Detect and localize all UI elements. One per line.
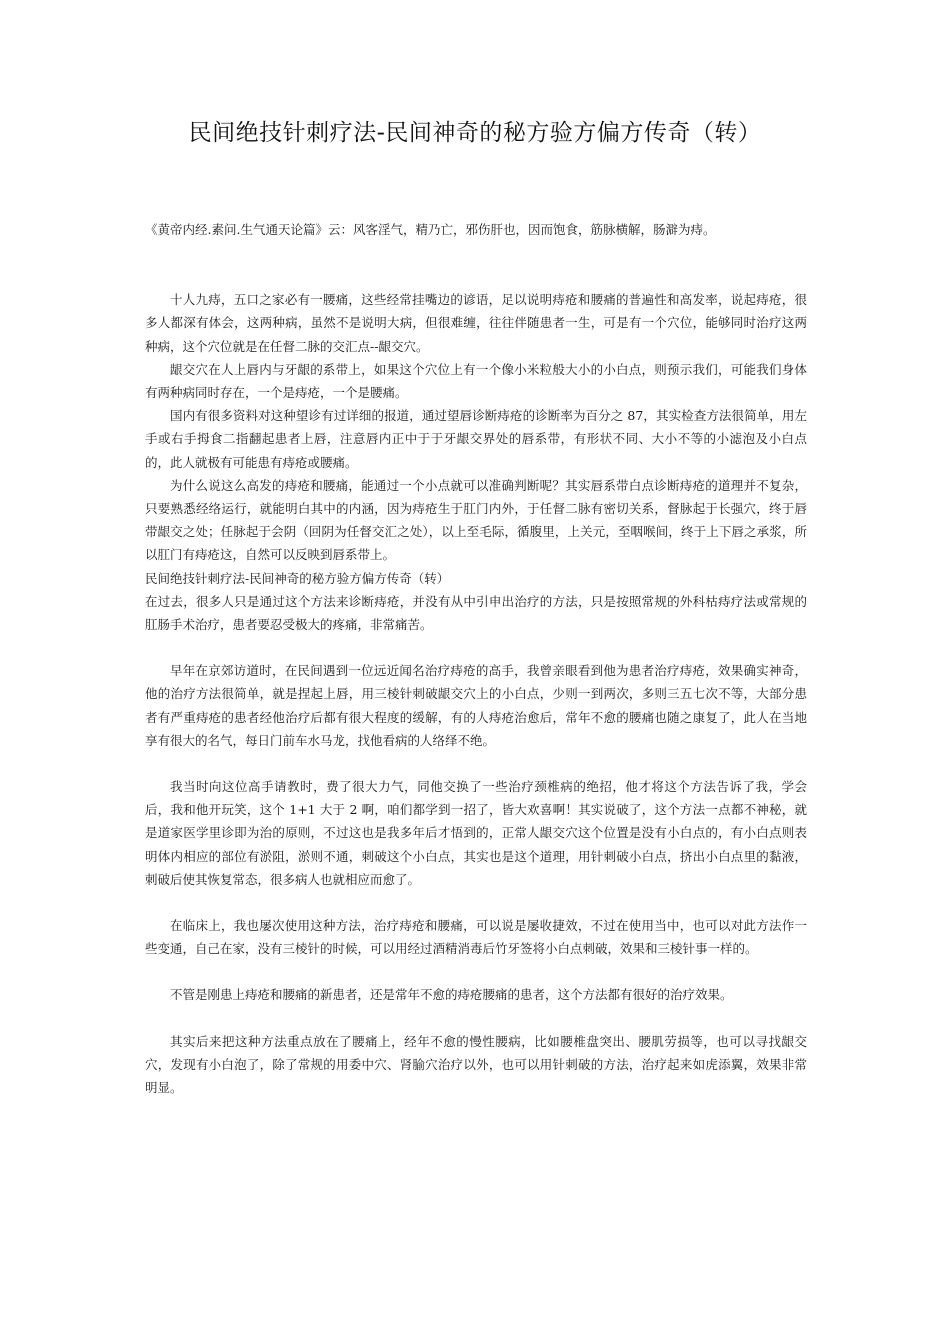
paragraph-gap	[145, 960, 807, 983]
paragraph-quote: 《黄帝内经.素问.生气通天论篇》云：风客淫气，精乃亡，邪伤肝也，因而饱食，筋脉横解，肠澼为痔。	[145, 222, 716, 237]
document-title: 民间绝技针刺疗法-民间神奇的秘方验方偏方传奇（转）	[188, 120, 762, 146]
paragraph-gap	[145, 265, 807, 288]
paragraph: 在过去，很多人只是通过这个方法来诊断痔疮，并没有从中引申出治疗的方法，只是按照常规的外科枯痔疗法或常规的肛肠手术治疗，患者要忍受极大的疼痛，非常痛苦。	[145, 593, 807, 633]
paragraph: 其实后来把这种方法重点放在了腰痛上，经年不愈的慢性腰病，比如腰椎盘突出、腰肌劳损等，也可以寻找龈交穴，发现有小白泡了，除了常规的用委中穴、肾腧穴治疗以外，也可以用针刺破的方法，治疗起来如虎添翼，效果非常明显。	[145, 1033, 807, 1096]
paragraph-gap	[145, 752, 807, 775]
paragraph-gap	[145, 636, 807, 659]
paragraph: 为什么说这么高发的痔疮和腰痛，能通过一个小点就可以准确判断呢？其实唇系带白点诊断痔疮的道理并不复杂，只要熟悉经络运行，就能明白其中的内涵，因为痔疮生于肛门内外，于任督二脉有密切关系，督脉起于长强穴，终于唇带龈交之处；任脉起于会阴（回阴为任督交汇之处），以上至毛际，循腹里，上关元，至咽喉间，终于上下唇之承浆，所以肛门有痔疮这，自然可以反映到唇系带上。	[145, 477, 807, 563]
paragraph: 十人九痔，五口之家必有一腰痛，这些经常挂嘴边的谚语，足以说明痔疮和腰痛的普遍性和高发率，说起痔疮，很多人都深有体会，这两种病，虽然不是说明大病，但很难缠，往往伴随患者一生，可是有一个穴位，能够同时治疗这两种病，这个穴位就是在任督二脉的交汇点--龈交穴。	[145, 292, 807, 354]
paragraph-gap	[145, 1007, 807, 1030]
paragraph: 早年在京郊访道时，在民间遇到一位远近闻名治疗痔疮的高手，我曾亲眼看到他为患者治疗痔疮，效果确实神奇，他的治疗方法很简单，就是捏起上唇，用三棱针刺破龈交穴上的小白点，少则一到两次，多则三五七次不等，大部分患者有严重痔疮的患者经他治疗后都有很大程度的缓解，有的人痔疮治愈后，常年不愈的腰痛也随之康复了，此人在当地享有很大的名气，每日门前车水马龙，找他看病的人络绎不绝。	[145, 663, 807, 748]
paragraph-gap	[145, 891, 807, 914]
paragraph: 我当时向这位高手请教时，费了很大力气，同他交换了一些治疗颈椎病的绝招，他才将这个方法告诉了我，学会后，我和他开玩笑，这个 1+1 大于 2 啊，咱们都学到一招了，皆大欢喜啊！其实说破了，这个方法一点都不神秘，就是道家医学里诊即为治的原则，不过这也是我多年后才悟到的，正常人龈交穴这个位置是没有小白点的，有小白点则表明体内相应的部位有淤阻，淤则不通，刺破这个小白点，其实也是这个道理，用针刺破小白点，挤出小白点里的黏液，刺破后使其恢复常态，很多病人也就相应而愈了。	[145, 779, 807, 887]
paragraph: 不管是刚患上痔疮和腰痛的新患者，还是常年不愈的痔疮腰痛的患者，这个方法都有很好的治疗效果。	[170, 987, 733, 1003]
paragraph: 龈交穴在人上唇内与牙龈的系带上，如果这个穴位上有一个像小米粒般大小的小白点，则预示我们，可能我们身体有两种病同时存在，一个是痔疮，一个是腰痛。	[145, 361, 807, 401]
document-body	[145, 218, 807, 1099]
paragraph-heading-repeat: 民间绝技针刺疗法-民间神奇的秘方验方偏方传奇（转）	[145, 570, 450, 586]
paragraph: 国内有很多资料对这种望诊有过详细的报道，通过望唇诊断痔疮的诊断率为百分之 87，其实检查方法很简单，用左手或右手拇食二指翻起患者上唇，注意唇内正中于于牙龈交界处的唇系带，有形状不同、大小不等的小滤泡及小白点的，此人就极有可能患有痔疮或腰痛。	[145, 408, 807, 470]
paragraph: 在临床上，我也屡次使用这种方法，治疗痔疮和腰痛，可以说是屡收捷效，不过在使用当中，也可以对此方法作一些变通，自己在家，没有三棱针的时候，可以用经过酒精消毒后竹牙签将小白点刺破，效果和三棱针事一样的。	[145, 918, 807, 957]
